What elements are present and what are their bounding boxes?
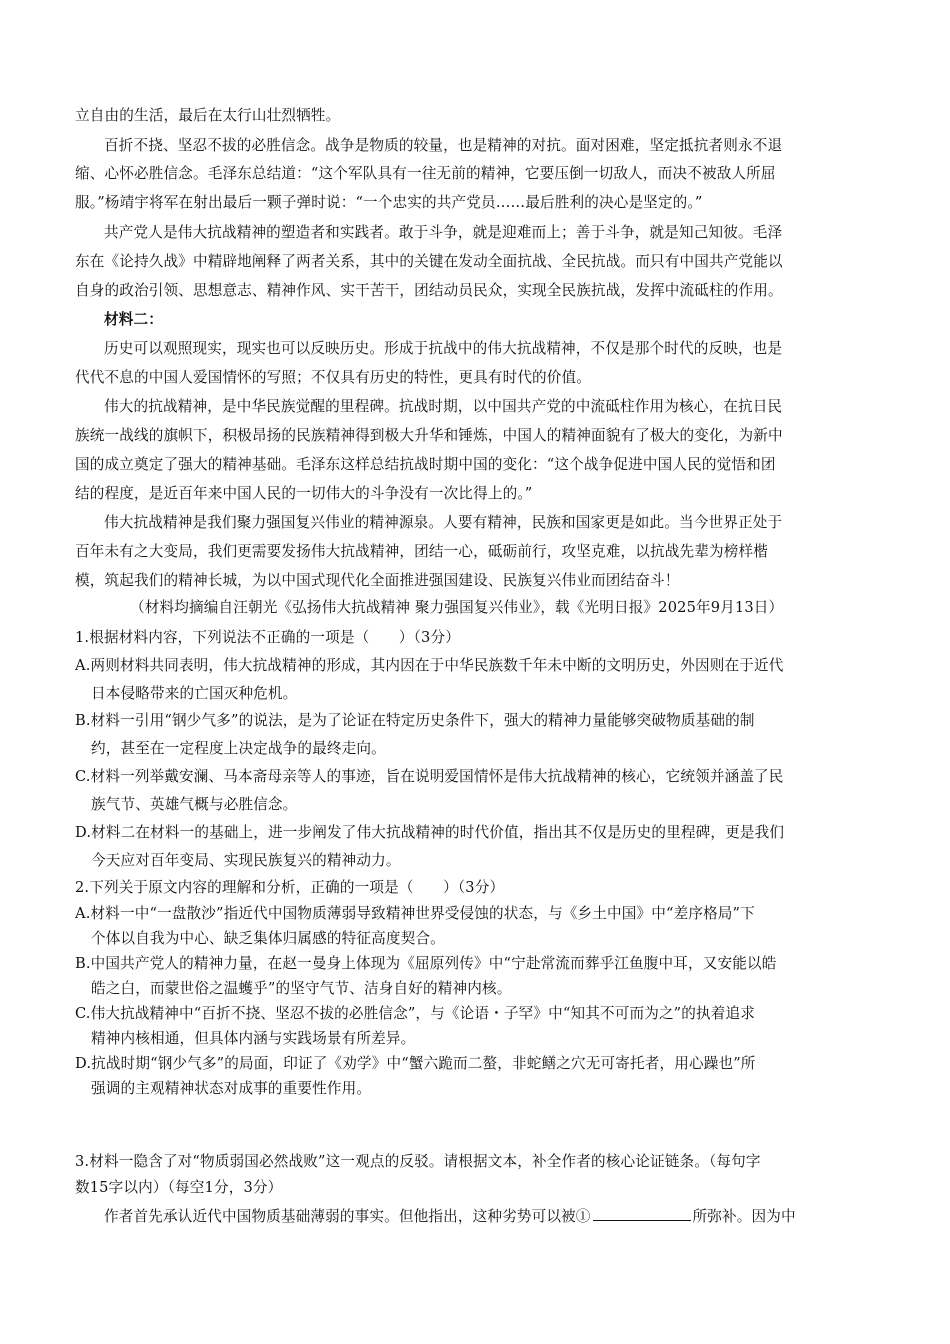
material1-line-5: 共产党人是伟大抗战精神的塑造者和实践者。敢于斗争，就是迎难而上；善于斗争，就是知己知彼。毛泽 xyxy=(104,224,783,241)
material1-line-6: 东在《论持久战》中精辟地阐释了两者关系，其中的关键在发动全面抗战、全民抗战。而只有中国共产党能以 xyxy=(75,253,783,270)
q1-option-b-line-2: 约，甚至在一定程度上决定战争的最终走向。 xyxy=(91,740,386,757)
question-1-stem: 1.根据材料内容，下列说法不正确的一项是（ ）（3分） xyxy=(75,629,460,646)
question-3-stem-line-2: 数15字以内）（每空1分，3分） xyxy=(75,1179,283,1196)
material1-line-4: 服。”杨靖宇将军在射出最后一颗子弹时说：“一个忠实的共产党员……最后胜利的决心是坚定的。” xyxy=(75,194,703,211)
material1-line-3: 缩、心怀必胜信念。毛泽东总结道：“这个军队具有一往无前的精神，它要压倒一切敌人，而决不被敌人所屈 xyxy=(75,165,776,182)
source-citation: （材料均摘编自汪朝光《弘扬伟大抗战精神 聚力强国复兴伟业》，载《光明日报》2025年9月13日） xyxy=(130,599,784,616)
q2-option-a-line-1: A.材料一中“一盘散沙”指近代中国物质薄弱导致精神世界受侵蚀的状态，与《乡土中国》中“差序格局”下 xyxy=(75,905,755,922)
material2-line-1: 历史可以观照现实，现实也可以反映历史。形成于抗战中的伟大抗战精神，不仅是那个时代的反映，也是 xyxy=(104,340,783,357)
material2-line-6: 结的程度，是近百年来中国人民的一切伟大的斗争没有一次比得上的。” xyxy=(75,485,533,502)
q1-option-c-line-1: C.材料一列举戴安澜、马本斋母亲等人的事迹，旨在说明爱国情怀是伟大抗战精神的核心，它统领并涵盖了民 xyxy=(75,768,784,785)
q1-option-d-line-2: 今天应对百年变局、实现民族复兴的精神动力。 xyxy=(91,852,401,869)
q2-option-d-line-1: D.抗战时期“钢少气多”的局面，印证了《劝学》中“蟹六跪而二螯，非蛇鳝之穴无可寄托者，用心躁也”所 xyxy=(75,1055,756,1072)
answer-blank-1[interactable] xyxy=(593,1206,691,1221)
q2-option-b-line-2: 皓之白，而蒙世俗之温蠖乎”的坚守气节、洁身自好的精神内核。 xyxy=(91,980,512,997)
material1-line-2: 百折不挠、坚忍不拔的必胜信念。战争是物质的较量，也是精神的对抗。面对困难，坚定抵抗者则永不退 xyxy=(104,137,783,154)
q1-option-a-line-1: A.两则材料共同表明，伟大抗战精神的形成，其内因在于中华民族数千年未中断的文明历史，外因则在于近代 xyxy=(75,657,784,674)
material1-line-7: 自身的政治引领、思想意志、精神作风、实干苦干，团结动员民众，实现全民族抗战，发挥中流砥柱的作用。 xyxy=(75,282,783,299)
material2-line-2: 代代不息的中国人爱国情怀的写照；不仅具有历史的特性，更具有时代的价值。 xyxy=(75,369,592,386)
material2-heading: 材料二： xyxy=(104,311,163,328)
material1-line-1: 立自由的生活，最后在太行山壮烈牺牲。 xyxy=(75,107,341,124)
material2-line-3: 伟大的抗战精神，是中华民族觉醒的里程碑。抗战时期，以中国共产党的中流砥柱作用为核心，在抗日民 xyxy=(104,398,783,415)
q2-option-b-line-1: B.中国共产党人的精神力量，在赵一曼身上体现为《屈原列传》中“宁赴常流而葬乎江鱼腹中耳，又安能以皓 xyxy=(75,955,777,972)
q2-option-c-line-1: C.伟大抗战精神中“百折不挠、坚忍不拔的必胜信念”，与《论语・子罕》中“知其不可而为之”的执着追求 xyxy=(75,1005,756,1022)
question-2-stem: 2.下列关于原文内容的理解和分析，正确的一项是（ ）（3分） xyxy=(75,879,505,896)
q1-option-d-line-1: D.材料二在材料一的基础上，进一步阐发了伟大抗战精神的时代价值，指出其不仅是历史的里程碑，更是我们 xyxy=(75,824,785,841)
answer-text-after: 所弥补。因为中 xyxy=(692,1208,796,1225)
q1-option-a-line-2: 日本侵略带来的亡国灭种危机。 xyxy=(91,685,298,702)
q2-option-a-line-2: 个体以自我为中心、缺乏集体归属感的特征高度契合。 xyxy=(91,930,445,947)
material2-line-8: 百年未有之大变局，我们更需要发扬伟大抗战精神，团结一心，砥砺前行，攻坚克难，以抗战先辈为榜样楷 xyxy=(75,543,768,560)
q2-option-d-line-2: 强调的主观精神状态对成事的重要性作用。 xyxy=(91,1080,372,1097)
material2-line-7: 伟大抗战精神是我们聚力强国复兴伟业的精神源泉。人要有精神，民族和国家更是如此。当今世界正处于 xyxy=(104,514,783,531)
q2-option-c-line-2: 精神内核相通，但具体内涵与实践场景有所差异。 xyxy=(91,1030,416,1047)
material2-line-9: 模，筑起我们的精神长城，为以中国式现代化全面推进强国建设、民族复兴伟业而团结奋斗！ xyxy=(75,572,680,589)
q1-option-b-line-1: B.材料一引用“钢少气多”的说法，是为了论证在特定历史条件下，强大的精神力量能够突破物质基础的制 xyxy=(75,712,755,729)
question-3-answer-line xyxy=(104,1206,796,1227)
question-3-stem-line-1: 3.材料一隐含了对“物质弱国必然战败”这一观点的反驳。请根据文本，补全作者的核心论证链条。（每句字 xyxy=(75,1153,761,1170)
answer-text-before: 作者首先承认近代中国物质基础薄弱的事实。但他指出，这种劣势可以被① xyxy=(104,1208,591,1225)
material2-line-5: 国的成立奠定了强大的精神基础。毛泽东这样总结抗战时期中国的变化：“这个战争促进中国人民的觉悟和团 xyxy=(75,456,776,473)
material2-line-4: 族统一战线的旗帜下，积极昂扬的民族精神得到极大升华和锤炼，中国人的精神面貌有了极大的变化，为新中 xyxy=(75,427,783,444)
q1-option-c-line-2: 族气节、英雄气概与必胜信念。 xyxy=(91,796,298,813)
